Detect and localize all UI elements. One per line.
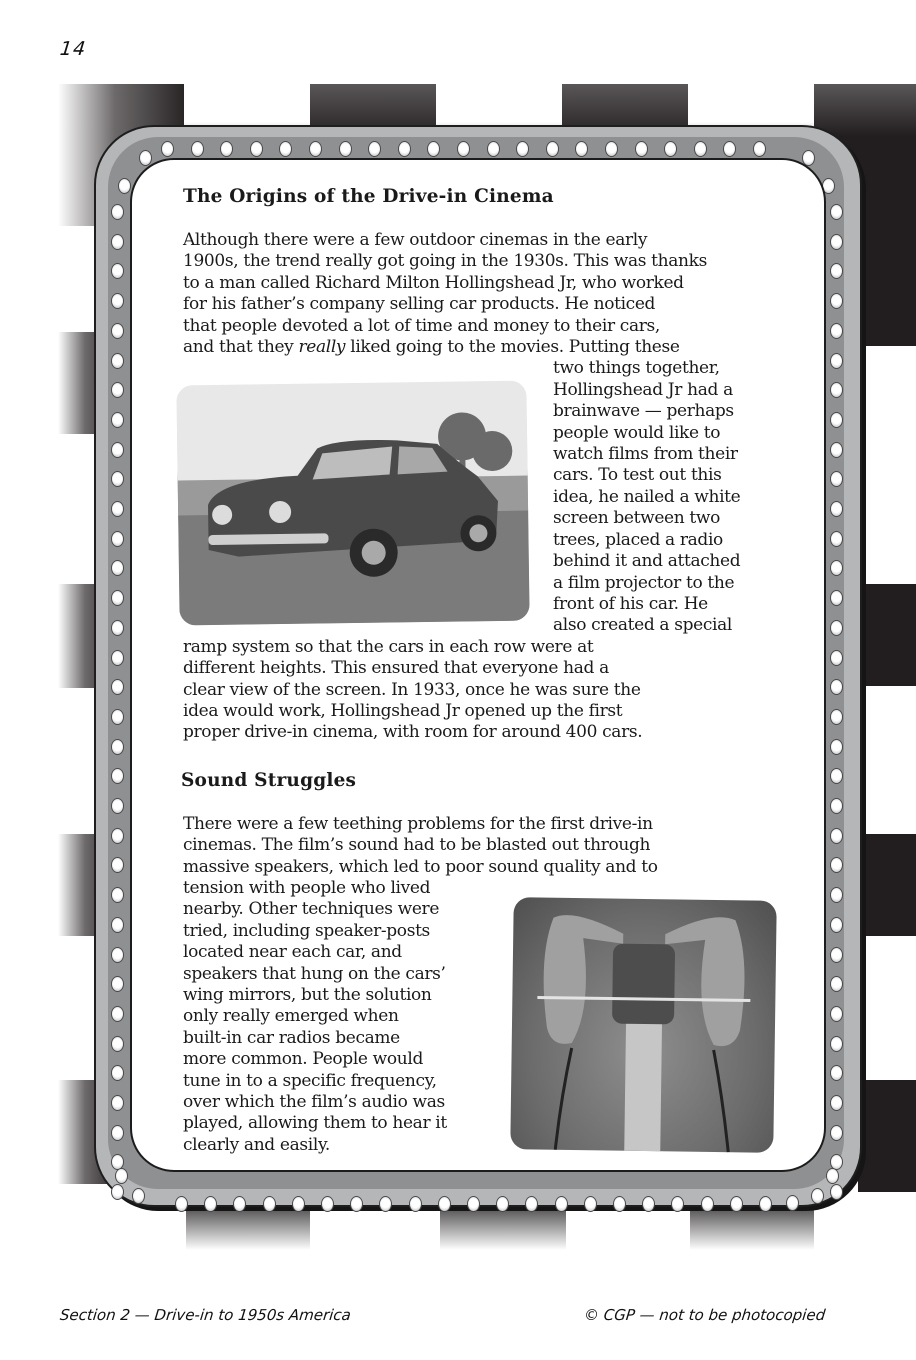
marquee-bulb-icon (111, 828, 124, 844)
paragraph-line: There were a few teething problems for the first drive-in (183, 813, 653, 834)
marquee-bulb-icon (830, 531, 843, 547)
paragraph-line: that people devoted a lot of time and money to their cars, (183, 315, 660, 336)
paragraph-line: built-in car radios became (183, 1027, 400, 1048)
marquee-bulb-icon (830, 204, 843, 220)
marquee-bulb-icon (546, 141, 559, 157)
marquee-bulb-icon (584, 1196, 597, 1212)
paragraph-line: clear view of the screen. In 1933, once he was sure the (183, 679, 641, 700)
marquee-bulb-icon (826, 1168, 839, 1184)
marquee-bulb-icon (111, 650, 124, 666)
paragraph-line: behind it and attached (553, 551, 741, 572)
footer-copyright: © CGP — not to be photocopied (583, 1306, 827, 1324)
marquee-bulb-icon (111, 887, 124, 903)
marquee-bulb-icon (830, 739, 843, 755)
paragraph-line: front of his car. He (553, 593, 708, 614)
marquee-bulb-icon (111, 293, 124, 309)
paragraph-line: cars. To test out this (553, 465, 722, 486)
marquee-bulb-icon (613, 1196, 626, 1212)
marquee-bulb-icon (111, 917, 124, 933)
marquee-bulb-icon (111, 353, 124, 369)
marquee-bulb-icon (830, 1184, 843, 1200)
marquee-bulb-icon (292, 1196, 305, 1212)
marquee-bulb-icon (830, 620, 843, 636)
marquee-bulb-icon (830, 650, 843, 666)
paragraph-line: idea would work, Hollingshead Jr opened up the first (183, 700, 623, 721)
section-heading-sound: Sound Struggles (181, 769, 357, 791)
marquee-bulb-icon (111, 531, 124, 547)
marquee-bulb-icon (830, 412, 843, 428)
paragraph-line: only really emerged when (183, 1006, 399, 1027)
marquee-bulb-icon (111, 501, 124, 517)
marquee-bulb-icon (830, 709, 843, 725)
marquee-bulb-icon (830, 887, 843, 903)
marquee-bulb-icon (409, 1196, 422, 1212)
marquee-bulb-icon (830, 917, 843, 933)
marquee-bulb-icon (111, 798, 124, 814)
marquee-bulb-icon (457, 141, 470, 157)
paragraph-line: Although there were a few outdoor cinemas in the early (183, 230, 648, 250)
origins-paragraph-intro (183, 230, 783, 337)
paragraph-line: played, allowing them to hear it (183, 1113, 447, 1134)
marquee-bulb-icon (111, 234, 124, 250)
marquee-bulb-icon (635, 141, 648, 157)
paragraph-line: brainwave — perhaps (553, 401, 734, 422)
marquee-bulb-icon (309, 141, 322, 157)
origins-paragraph-wrapped (553, 358, 783, 636)
checker-square (858, 1080, 916, 1192)
marquee-bulb-icon (175, 1196, 188, 1212)
marquee-bulb-icon (111, 947, 124, 963)
paragraph-line: 1900s, the trend really got going in the 1930s. This was thanks (183, 251, 707, 272)
marquee-bulb-icon (111, 620, 124, 636)
sound-paragraph-intro (183, 814, 783, 878)
marquee-bulb-icon (830, 590, 843, 606)
marquee-bulb-icon (111, 1006, 124, 1022)
marquee-bulb-icon (605, 141, 618, 157)
marquee-bulb-icon (111, 590, 124, 606)
marquee-bulb-icon (111, 412, 124, 428)
checker-square (858, 834, 916, 936)
paragraph-line: over which the film’s audio was (183, 1092, 445, 1113)
paragraph-line: trees, placed a radio (553, 529, 723, 550)
marquee-bulb-icon (115, 1168, 128, 1184)
paragraph-line: speakers that hung on the cars’ (183, 963, 446, 984)
paragraph-line: tune in to a specific frequency, (183, 1070, 437, 1091)
marquee-bulb-icon (487, 141, 500, 157)
section-heading-origins: The Origins of the Drive-in Cinema (183, 186, 554, 207)
marquee-bulb-icon (111, 323, 124, 339)
paragraph-line: and that they really liked going to the movies. Putting these (183, 337, 680, 358)
marquee-bulb-icon (811, 1188, 824, 1204)
paragraph-line: also created a special (553, 615, 732, 636)
marquee-bulb-icon (111, 1184, 124, 1200)
marquee-bulb-icon (111, 739, 124, 755)
marquee-bulb-icon (830, 828, 843, 844)
marquee-bulb-icon (830, 353, 843, 369)
article (183, 186, 783, 1156)
paragraph-line: two things together, (553, 358, 720, 379)
paragraph-line: screen between two (553, 508, 720, 529)
marquee-bulb-icon (398, 141, 411, 157)
footer-section-label: Section 2 — Drive-in to 1950s America (59, 1306, 352, 1324)
paragraph-line: idea, he nailed a white (553, 486, 741, 507)
paragraph-line: different heights. This ensured that everyone had a (183, 658, 609, 679)
marquee-bulb-icon (830, 442, 843, 458)
paragraph-line: tried, including speaker-posts (183, 920, 430, 941)
paragraph-line: tension with people who lived (183, 877, 431, 898)
marquee-bulb-icon (111, 1125, 124, 1141)
marquee-bulb-icon (830, 1006, 843, 1022)
marquee-bulb-icon (830, 947, 843, 963)
paragraph-line: nearby. Other techniques were (183, 899, 440, 920)
marquee-bulb-icon (111, 709, 124, 725)
marquee-bulb-icon (111, 1036, 124, 1052)
marquee-bulb-icon (701, 1196, 714, 1212)
marquee-bulb-icon (830, 323, 843, 339)
marquee-bulb-icon (555, 1196, 568, 1212)
marquee-bulb-icon (830, 293, 843, 309)
paragraph-line: clearly and easily. (183, 1134, 330, 1155)
paragraph-line: located near each car, and (183, 942, 402, 963)
paragraph-line: watch films from their (553, 444, 738, 465)
marquee-bulb-icon (467, 1196, 480, 1212)
marquee-bulb-icon (694, 141, 707, 157)
marquee-bulb-icon (250, 141, 263, 157)
marquee-bulb-icon (830, 234, 843, 250)
paragraph-line: a film projector to the (553, 572, 735, 593)
marquee-bulb-icon (830, 798, 843, 814)
marquee-bulb-icon (438, 1196, 451, 1212)
paragraph-line: more common. People would (183, 1049, 423, 1070)
marquee-bulb-icon (132, 1188, 145, 1204)
marquee-bulb-icon (759, 1196, 772, 1212)
paragraph-line: proper drive-in cinema, with room for around 400 cars. (183, 722, 643, 743)
marquee-bulb-icon (111, 204, 124, 220)
sound-paragraph-wrapped (183, 878, 783, 1156)
paragraph-line: Hollingshead Jr had a (553, 379, 733, 400)
marquee-bulb-icon (191, 141, 204, 157)
marquee-bulb-icon (111, 442, 124, 458)
marquee-bulb-icon (111, 1095, 124, 1111)
marquee-bulb-icon (321, 1196, 334, 1212)
checker-square (858, 584, 916, 686)
emphasis-really: really (298, 337, 346, 358)
paragraph-line: cinemas. The film’s sound had to be blasted out through (183, 835, 651, 856)
page-number: 14 (58, 38, 88, 60)
marquee-bulb-icon (786, 1195, 799, 1211)
marquee-bulb-icon (339, 141, 352, 157)
paragraph-line: to a man called Richard Milton Hollingshead Jr, who worked (183, 272, 684, 293)
paragraph-line: people would like to (553, 422, 721, 443)
origins-paragraph-closing (183, 637, 783, 744)
paragraph-line: for his father’s company selling car products. He noticed (183, 294, 656, 315)
paragraph-line: wing mirrors, but the solution (183, 985, 432, 1005)
paragraph-line: ramp system so that the cars in each row were at (183, 636, 594, 657)
marquee-bulb-icon (830, 1036, 843, 1052)
marquee-bulb-icon (830, 1095, 843, 1111)
marquee-bulb-icon (730, 1196, 743, 1212)
marquee-bulb-icon (830, 1125, 843, 1141)
paragraph-line: massive speakers, which led to poor sound quality and to (183, 856, 658, 877)
marquee-bulb-icon (830, 501, 843, 517)
marquee-bulb-icon (118, 178, 131, 194)
marquee-bulb-icon (753, 141, 766, 157)
marquee-bulb-icon (263, 1196, 276, 1212)
marquee-bulb-icon (161, 141, 174, 157)
